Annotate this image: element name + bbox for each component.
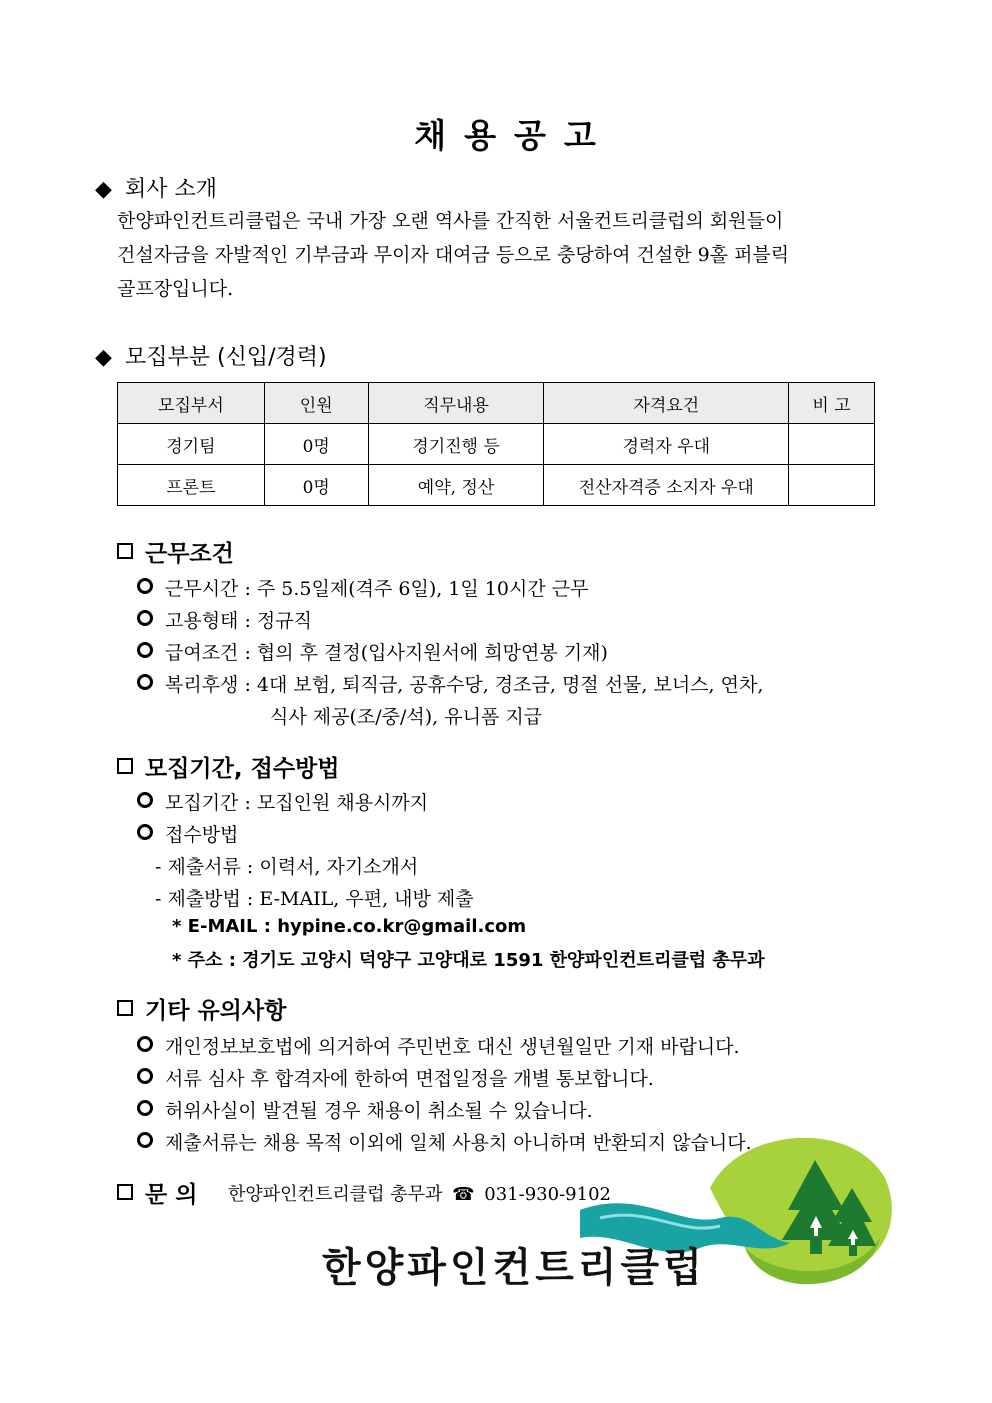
circle-bullet-icon	[137, 792, 153, 808]
phone-icon: ☎	[452, 1184, 475, 1205]
column-header: 모집부서	[118, 383, 265, 424]
period-text: 모집기간 : 모집인원 채용시까지	[165, 792, 429, 814]
table-cell: 0명	[264, 424, 368, 465]
note-text: 제출서류는 채용 목적 이외에 일체 사용치 아니하며 반환되지 않습니다.	[165, 1132, 752, 1154]
period-heading-text: 모집기간, 접수방법	[145, 756, 340, 782]
notes-heading-text: 기타 유의사항	[145, 998, 287, 1024]
submission-docs: - 제출서류 : 이력서, 자기소개서	[155, 856, 419, 878]
table-row	[118, 465, 875, 506]
note-item	[137, 1032, 740, 1059]
page-title: 채용공고	[414, 116, 614, 155]
condition-item	[137, 606, 312, 633]
circle-bullet-icon	[137, 610, 153, 626]
note-item	[137, 1064, 654, 1091]
contact-phone: 031-930-9102	[484, 1184, 611, 1205]
column-header: 직무내용	[368, 383, 544, 424]
recruit-heading-text: 모집부분 (신입/경력)	[125, 345, 327, 370]
checkbox-square-icon	[117, 1000, 133, 1016]
table-cell: 0명	[264, 465, 368, 506]
recruit-table	[117, 382, 875, 506]
circle-bullet-icon	[137, 1036, 153, 1052]
circle-bullet-icon	[137, 642, 153, 658]
checkbox-square-icon	[117, 543, 133, 559]
table-cell	[789, 465, 875, 506]
condition-item	[137, 638, 608, 665]
period-heading	[117, 750, 340, 783]
submission-method: - 제출방법 : E-MAIL, 우편, 내방 제출	[155, 888, 474, 910]
period-item	[137, 788, 428, 815]
table-cell	[789, 424, 875, 465]
table-cell: 프론트	[118, 465, 265, 506]
contact-info	[228, 1180, 611, 1206]
contact-department: 한양파인컨트리클럽 총무과	[228, 1184, 443, 1205]
note-text: 개인정보보호법에 의거하여 주민번호 대신 생년월일만 기재 바랍니다.	[165, 1036, 740, 1058]
diamond-icon: ◆	[95, 177, 112, 202]
table-cell: 예약, 정산	[368, 465, 544, 506]
period-item	[137, 820, 238, 847]
note-text: 허위사실이 발견될 경우 채용이 취소될 수 있습니다.	[165, 1100, 593, 1122]
table-cell: 경기팀	[118, 424, 265, 465]
circle-bullet-icon	[137, 674, 153, 690]
intro-heading-text: 회사 소개	[125, 177, 218, 202]
condition-continuation: 식사 제공(조/중/석), 유니폼 지급	[270, 706, 543, 728]
condition-item	[137, 574, 588, 601]
condition-item	[137, 670, 763, 697]
conditions-heading	[117, 535, 234, 568]
table-row	[118, 424, 875, 465]
note-item	[137, 1096, 593, 1123]
conditions-heading-text: 근무조건	[145, 541, 234, 567]
notes-heading	[117, 992, 286, 1025]
address-line: * 주소 : 경기도 고양시 덕양구 고양대로 1591 한양파인컨트리클럽 총무과	[172, 950, 765, 971]
table-cell: 전산자격증 소지자 우대	[544, 465, 789, 506]
recruit-heading	[95, 340, 327, 371]
column-header: 자격요건	[544, 383, 789, 424]
intro-line: 한양파인컨트리클럽은 국내 가장 오랜 역사를 간직한 서울컨트리클럽의 회원들이	[117, 210, 784, 232]
table-cell: 경기진행 등	[368, 424, 544, 465]
intro-line: 골프장입니다.	[117, 278, 234, 300]
intro-heading	[95, 172, 217, 203]
contact-heading	[117, 1176, 197, 1209]
club-logo-name: 한양파인컨트리클럽	[322, 1245, 706, 1291]
intro-line: 건설자금을 자발적인 기부금과 무이자 대여금 등으로 충당하여 건설한 9홀 퍼블릭	[117, 244, 790, 266]
checkbox-square-icon	[117, 758, 133, 774]
contact-heading-text: 문 의	[145, 1182, 198, 1208]
circle-bullet-icon	[137, 1100, 153, 1116]
period-text: 접수방법	[165, 824, 239, 846]
column-header: 비 고	[789, 383, 875, 424]
circle-bullet-icon	[137, 1068, 153, 1084]
table-cell: 경력자 우대	[544, 424, 789, 465]
checkbox-square-icon	[117, 1184, 133, 1200]
condition-text: 근무시간 : 주 5.5일제(격주 6일), 1일 10시간 근무	[165, 578, 589, 600]
circle-bullet-icon	[137, 824, 153, 840]
note-text: 서류 심사 후 합격자에 한하여 면접일정을 개별 통보합니다.	[165, 1068, 654, 1090]
condition-text: 고용형태 : 정규직	[165, 610, 312, 632]
circle-bullet-icon	[137, 578, 153, 594]
intro-paragraph	[117, 204, 789, 306]
diamond-icon: ◆	[95, 345, 112, 370]
circle-bullet-icon	[137, 1132, 153, 1148]
column-header: 인원	[264, 383, 368, 424]
email-line: * E-MAIL : hypine.co.kr@gmail.com	[172, 916, 527, 937]
condition-text: 복리후생 : 4대 보험, 퇴직금, 공휴수당, 경조금, 명절 선물, 보너스, 연차,	[165, 674, 764, 696]
condition-text: 급여조건 : 협의 후 결정(입사지원서에 희망연봉 기재)	[165, 642, 608, 664]
table-header-row	[118, 383, 875, 424]
